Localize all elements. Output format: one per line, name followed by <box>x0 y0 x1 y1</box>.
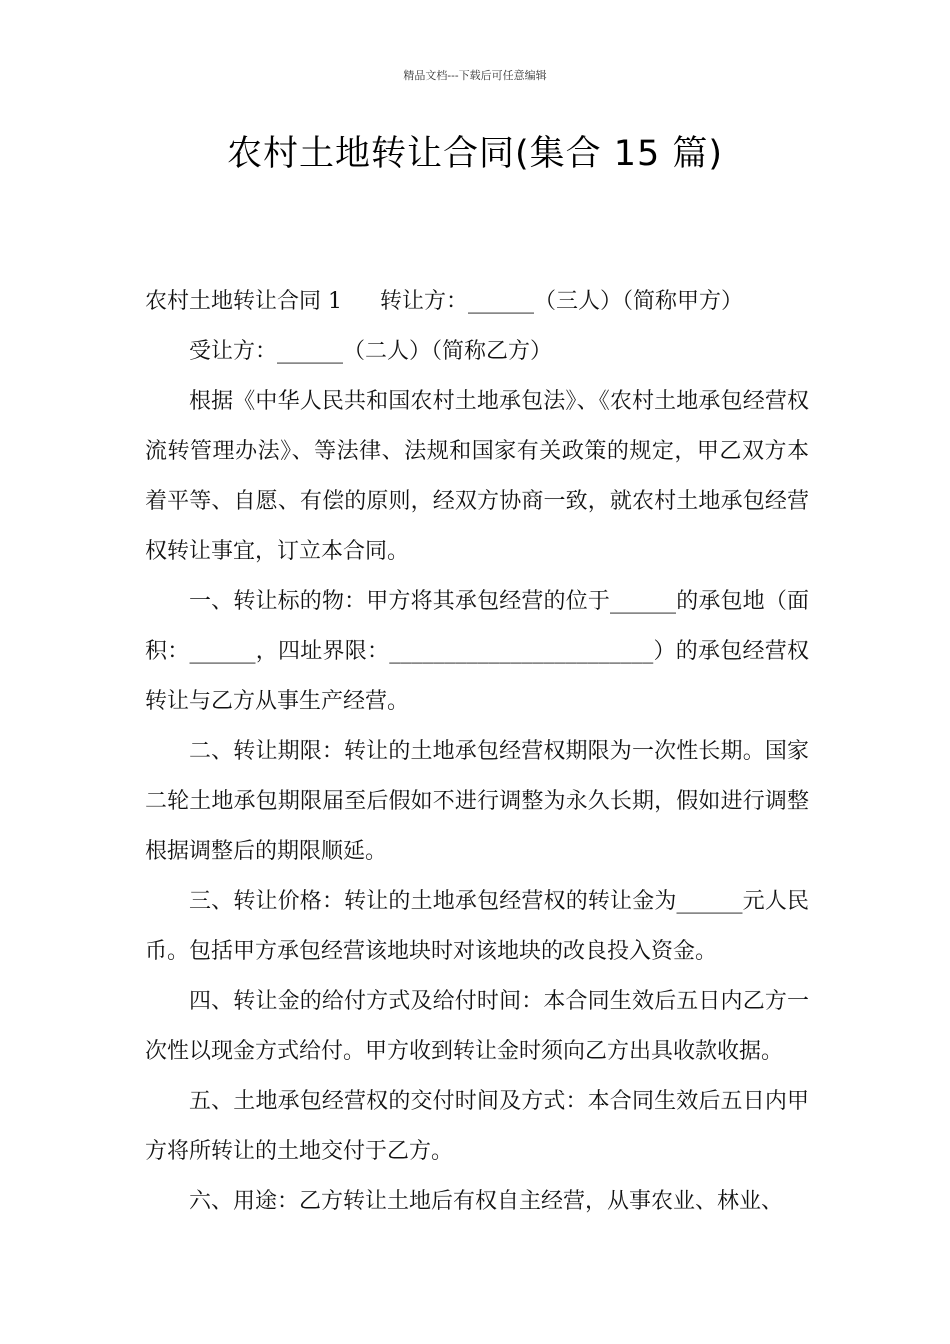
paragraph-clause-4: 四、转让金的给付方式及给付时间：本合同生效后五日内乙方一次性以现金方式给付。甲方收到转让金时须向乙方出具收款收据。 <box>145 989 809 1064</box>
paragraph-clause-2: 二、转让期限：转让的土地承包经营权期限为一次性长期。国家二轮土地承包期限届至后假如不进行调整为永久长期，假如进行调整根据调整后的期限顺延。 <box>145 739 809 864</box>
document-body <box>145 277 809 1227</box>
document-title: 农村土地转让合同(集合 15 篇) <box>226 134 724 174</box>
transferee-line: 受让方：______（二人）（简称乙方） <box>189 339 553 364</box>
transferor-line: 转让方：______（三人）（简称甲方） <box>380 289 744 314</box>
paragraph-clause-5: 五、土地承包经营权的交付时间及方式：本合同生效后五日内甲方将所转让的土地交付于乙方。 <box>145 1089 809 1164</box>
paragraph-clause-6: 六、用途：乙方转让土地后有权自主经营，从事农业、林业、 <box>189 1189 784 1214</box>
paragraph-preamble: 根据《中华人民共和国农村土地承包法》、《农村土地承包经营权流转管理办法》、等法律、法规和国家有关政策的规定，甲乙双方本着平等、自愿、有偿的原则，经双方协商一致，就农村土地承包经营权转让事宜，订立本合同。 <box>145 389 809 564</box>
intro-line <box>145 277 809 327</box>
paragraph-clause-1: 一、转让标的物：甲方将其承包经营的位于______的承包地（面积：______，四址界限：________________________）的承包经营权转让与乙方从事生产经营。 <box>145 589 809 714</box>
paragraph-clause-3: 三、转让价格：转让的土地承包经营权的转让金为______元人民币。包括甲方承包经营该地块时对该地块的改良投入资金。 <box>145 889 809 964</box>
header-note: 精品文档---下载后可任意编辑 <box>403 69 547 82</box>
contract-heading: 农村土地转让合同 1 <box>145 289 342 314</box>
